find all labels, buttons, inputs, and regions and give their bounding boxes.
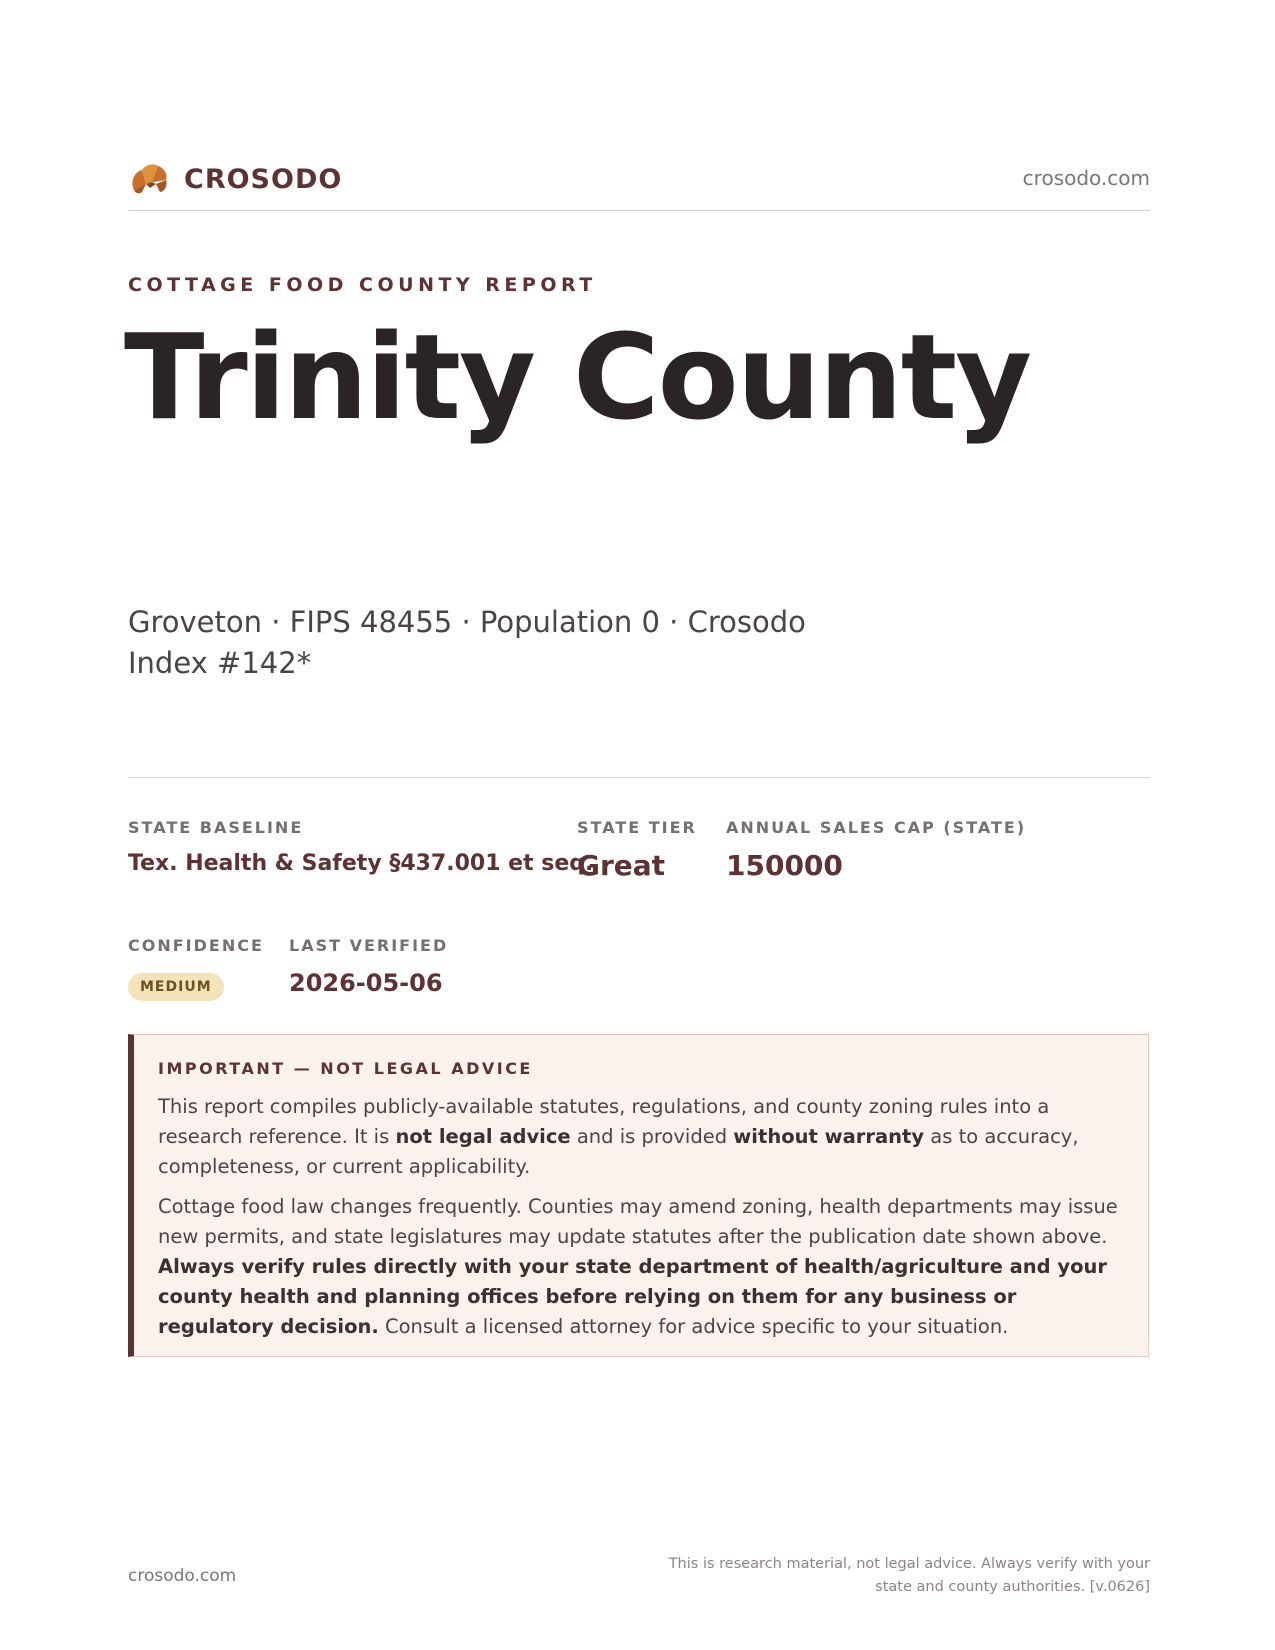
confidence xyxy=(128,936,264,1001)
state-baseline-label: STATE BASELINE xyxy=(128,818,304,837)
sales-cap-value: 150000 xyxy=(726,849,843,882)
sales-cap xyxy=(726,818,1026,882)
notice-text: as to accuracy, completeness, or current applicability. xyxy=(158,1125,1079,1178)
footer-site-link[interactable]: crosodo.com xyxy=(128,1566,237,1586)
notice-text: Cottage food law changes frequently. Counties may amend zoning, health departments may issue new permits, and state legislatures may update statutes after the publication date shown above. xyxy=(158,1195,1118,1248)
state-baseline xyxy=(128,818,593,876)
notice-text: This report compiles publicly-available statutes, regulations, and county zoning rules into a research reference. It is xyxy=(158,1095,1050,1148)
legal-notice xyxy=(128,1034,1149,1357)
notice-paragraph-2 xyxy=(158,1192,1122,1342)
notice-text: and is provided xyxy=(570,1125,734,1148)
notice-emphasis: Always verify rules directly with your state department of health/agriculture and your county health and planning offices before relying on them for any business or regulatory decision. xyxy=(158,1255,1108,1338)
last-verified-label: LAST VERIFIED xyxy=(289,936,449,955)
notice-emphasis: not legal advice xyxy=(395,1125,571,1148)
sales-cap-label: ANNUAL SALES CAP (STATE) xyxy=(726,818,1027,837)
report-type-label: COTTAGE FOOD COUNTY REPORT xyxy=(128,274,597,296)
confidence-badge: MEDIUM xyxy=(128,973,224,1001)
last-verified-value: 2026-05-06 xyxy=(289,969,443,997)
notice-paragraph-1 xyxy=(158,1092,1122,1182)
report-page xyxy=(124,0,1150,1650)
county-title: Trinity County xyxy=(124,308,1031,446)
brand-name: CROSODO xyxy=(184,163,343,195)
croissant-icon xyxy=(128,160,170,198)
site-link[interactable]: crosodo.com xyxy=(1022,166,1150,190)
state-baseline-value: Tex. Health & Safety §437.001 et seq. xyxy=(128,851,594,876)
page-header xyxy=(128,160,1150,211)
section-divider xyxy=(128,777,1150,778)
notice-title: IMPORTANT — NOT LEGAL ADVICE xyxy=(158,1059,533,1078)
state-tier-label: STATE TIER xyxy=(577,818,697,837)
state-tier-value: Great xyxy=(577,849,666,882)
notice-emphasis: without warranty xyxy=(733,1125,925,1148)
county-summary: Groveton · FIPS 48455 · Population 0 · Crosodo Index #142* xyxy=(128,605,806,680)
footer-disclaimer: This is research material, not legal advice. Always verify with your state and county authorities. [v.0626] xyxy=(668,1556,1150,1595)
notice-text: Consult a licensed attorney for advice specific to your situation. xyxy=(378,1315,1009,1338)
state-tier xyxy=(577,818,697,882)
confidence-label: CONFIDENCE xyxy=(128,936,264,955)
brand[interactable] xyxy=(128,160,342,198)
last-verified xyxy=(289,936,448,997)
